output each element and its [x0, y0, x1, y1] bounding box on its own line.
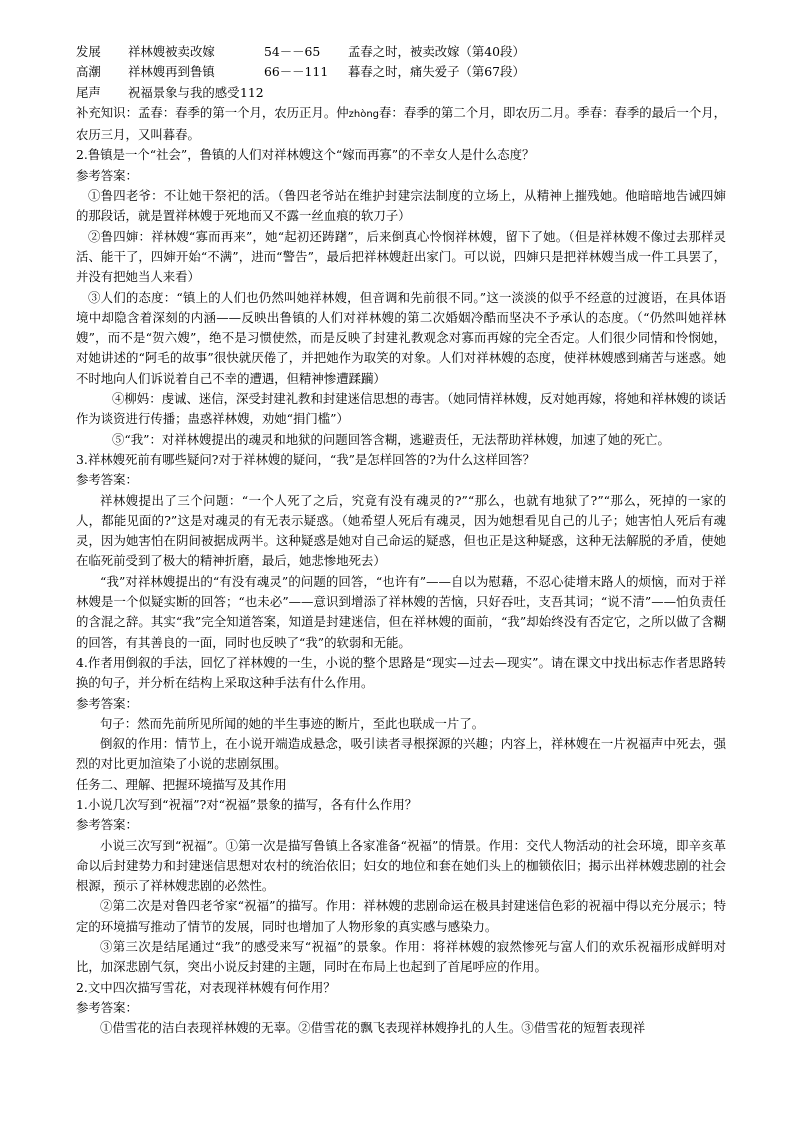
answer-paragraph: ④柳妈：虔诚、迷信，深受封建礼教和封建迷信思想的毒害。（她同情祥林嫂，反对她再嫁，将她和祥林嫂的谈话作为谈资进行传播；蛊惑祥林嫂，劝她“捐门槛”）: [76, 391, 726, 427]
supplement-paragraph: 补充知识：孟春：春季的第一个月，农历正月。仲zhòng春：春季的第二个月，即农历二月。季春：春季的最后一个月，农历三月，又叫暮春。: [76, 104, 727, 143]
stage-cell: 高潮: [76, 64, 101, 80]
answer-label: 参考答案：: [76, 999, 138, 1015]
task-2-question-1: 1.小说几次写到“祝福”?对“祝福”景象的描写，各有什么作用？: [76, 796, 418, 812]
event-cell: 祝福景象与我的感受: [128, 84, 240, 100]
event-cell: 祥林嫂被卖改嫁: [128, 44, 215, 59]
answer-paragraph: 小说三次写到“祝福”。①第一次是描写鲁镇上各家准备“祝福”的情景。作用：交代人物活动的社会环境，即辛亥革命以后封建势力和封建迷信思想对农村的统治依旧；妇女的地位和套在她们头上的枷锁依旧；揭示出祥林嫂悲剧的社会根源，预示了祥林嫂悲剧的必然性。: [76, 837, 726, 894]
answer-label: 参考答案：: [76, 472, 138, 488]
answer-paragraph: 句子：然而先前所见所闻的她的半生事迹的断片，至此也联成一片了。: [100, 715, 485, 731]
answer-paragraph: ③人们的态度：“镇上的人们也仍然叫她祥林嫂，但音调和先前很不同。”这一淡淡的似乎不经意的过渡语，在具体语境中却隐含着深刻的内涵——反映出鲁镇的人们对祥林嫂的第二次婚姻冷酷而坚决不予承认的态度。（“仍然叫她祥林嫂”，而不是“贺六嫂”，绝不是习惯使然，而是反映了封建礼教观念对寡而再嫁的完全否定。人们很少同情和怜悯她，对她讲述的“阿毛的故事”很快就厌倦了，并把她作为取笑的对象。人们对祥林嫂的态度，使祥林嫂感到痛苦与迷惑。她不时地向人们诉说着自己不幸的遭遇，但精神惨遭蹂躏）: [76, 289, 726, 386]
answer-paragraph: “我”对祥林嫂提出的“有没有魂灵”的问题的回答，“也许有”——自以为慰藉，不忍心徒增末路人的烦恼，而对于祥林嫂是一个似疑实断的回答；“也未必”——意识到增添了祥林嫂的苦恼，只好吞吐，支吾其词；“说不清”——怕负责任的含混之辞。其实“我”完全知道答案，知道是封建迷信，但在祥林嫂的面前，“我”却始终没有否定它，之所以做了含糊的回答，有其善良的一面，同时也反映了“我”的软弱和无能。: [76, 573, 726, 650]
structure-row-2: [76, 62, 726, 82]
answer-paragraph: ①借雪花的洁白表现祥林嫂的无辜。②借雪花的飘飞表现祥林嫂挣扎的人生。③借雪花的短暂表现祥: [100, 1020, 646, 1036]
answer-label: 参考答案：: [76, 695, 138, 711]
answer-paragraph: ⑤“我”：对祥林嫂提出的魂灵和地狱的问题回答含糊，逃避责任，无法帮助祥林嫂，加速了她的死亡。: [112, 431, 670, 447]
task-2-title: 任务二、理解、把握环境描写及其作用: [76, 776, 287, 792]
answer-paragraph: ②鲁四婶：祥林嫂“寡而再来”，她“起初还踌躇”，后来倒真心怜悯祥林嫂，留下了她。（但是祥林嫂不像过去那样灵活、能干了，四婶开始“不满”，进而“警告”，最后把祥林嫂赶出家门。可以说，四婶只是把祥林嫂当成一件工具罢了，并没有把她当人来看）: [76, 228, 726, 285]
structure-row-1: [76, 42, 726, 62]
range-cell: 66－－111: [264, 64, 329, 80]
answer-paragraph: ②第二次是对鲁四老爷家“祝福”的描写。作用：祥林嫂的悲剧命运在极具封建迷信色彩的祝福中得以充分展示；特定的环境描写推动了情节的发展，同时也增加了人物形象的真实感与感染力。: [76, 898, 726, 934]
time-cell: 孟春之时，被卖改嫁（第40段）: [348, 44, 525, 59]
answer-label: 参考答案：: [76, 817, 138, 833]
answer-paragraph: ①鲁四老爷：不让她干祭祀的活。（鲁四老爷站在维护封建宗法制度的立场上，从精神上摧残她。他暗暗地告诫四婶的那段话，就是置祥林嫂于死地而又不露一丝血痕的软刀子）: [76, 188, 726, 224]
pinyin: zhòng: [348, 108, 380, 120]
question-2: 2.鲁镇是一个“社会”，鲁镇的人们对祥林嫂这个“嫁而再寡”的不幸女人是什么态度？: [76, 147, 535, 163]
stage-cell: 尾声: [76, 84, 101, 100]
question-3: 3.祥林嫂死前有哪些疑问?对于祥林嫂的疑问，“我”是怎样回答的?为什么这样回答？: [76, 451, 536, 467]
answer-paragraph: 祥林嫂提出了三个问题：“一个人死了之后，究竟有没有魂灵的?”“那么，也就有地狱了?”“那么，死掉的一家的人，都能见面的?”这是对魂灵的有无表示疑惑。（她希望人死后有魂灵，因为她想看见自己的儿子；她害怕人死后有魂灵，因为她害怕在阴间被据成两半。这种疑惑是她对自己命运的疑惑，但也正是这种疑惑，这种无法解脱的矛盾，使她在临死前受到了极大的精神折磨，最后，她悲惨地死去）: [76, 492, 726, 569]
answer-paragraph: 倒叙的作用：情节上，在小说开端造成悬念，吸引读者寻根探源的兴趣；内容上，祥林嫂在一片祝福声中死去，强烈的对比更加渲染了小说的悲剧氛围。: [76, 736, 726, 772]
range-cell: 54－－65: [264, 44, 321, 59]
structure-row-3: [76, 83, 726, 103]
document-page: [76, 42, 726, 1039]
time-cell: 暮春之时，痛失爱子（第67段）: [348, 64, 525, 80]
event-cell: 祥林嫂再到鲁镇: [128, 64, 215, 80]
task-2-question-2: 2.文中四次描写雪花，对表现祥林嫂有何作用？: [76, 979, 336, 995]
answer-label: 参考答案：: [76, 167, 138, 183]
range-cell: 112: [240, 84, 264, 100]
stage-cell: 发展: [76, 44, 101, 59]
question-4: 4.作者用倒叙的手法，回忆了祥林嫂的一生，小说的整个思路是“现实—过去—现实”。请在课文中找出标志作者思路转换的句子，并分析在结构上采取这种手法有什么作用。: [76, 654, 726, 691]
answer-paragraph: ③第三次是结尾通过“我”的感受来写“祝福”的景象。作用：将祥林嫂的寂然惨死与富人们的欢乐祝福形成鲜明对比，加深悲剧气氛，突出小说反封建的主题，同时在布局上也起到了首尾呼应的作用。: [76, 939, 726, 975]
